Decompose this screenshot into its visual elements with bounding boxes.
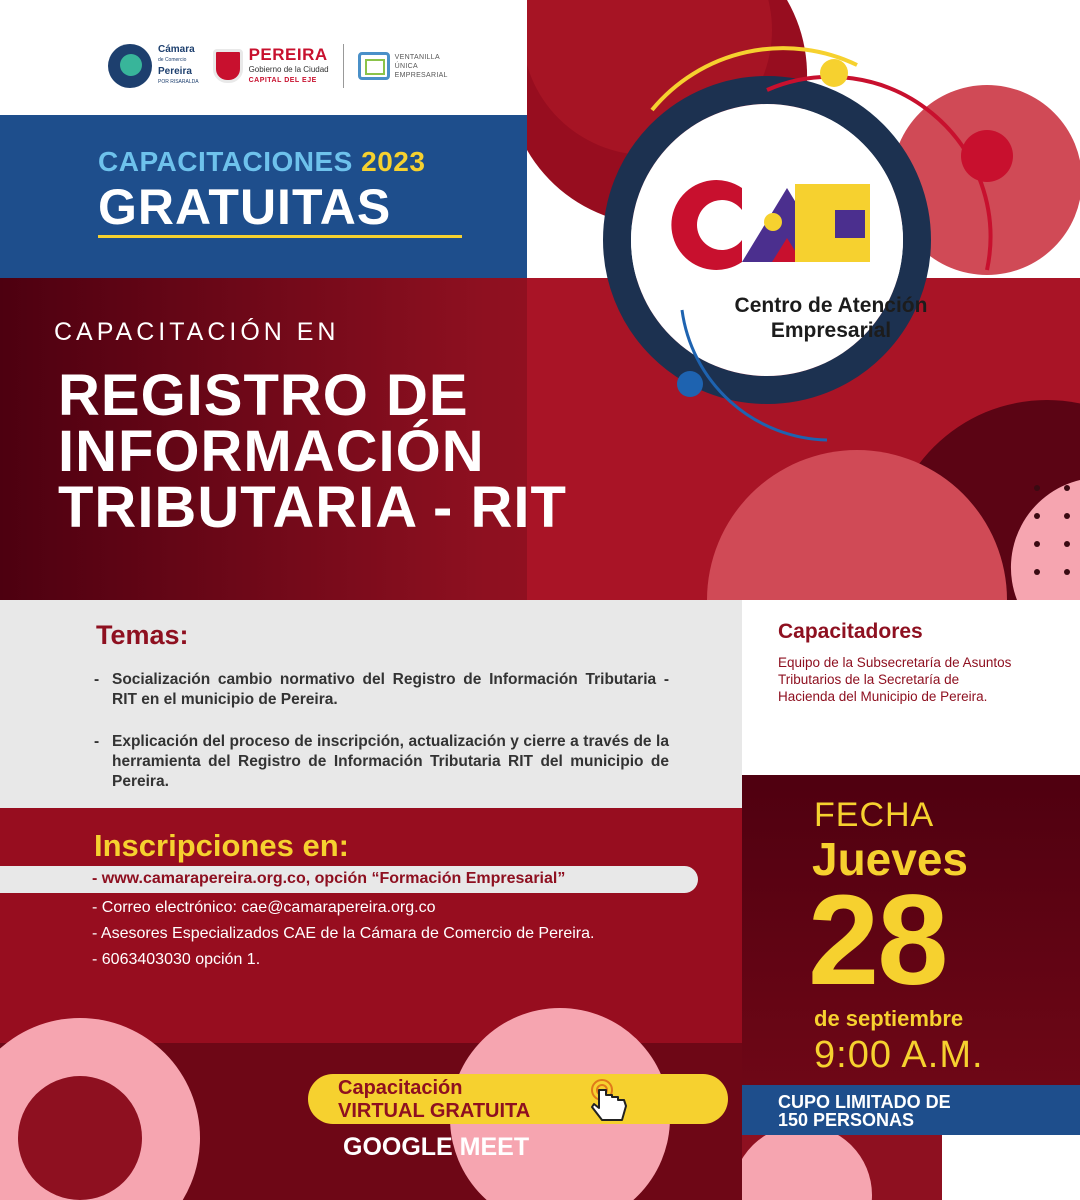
orbit-dot-red	[961, 130, 1013, 182]
hero-subtitle: CAPACITACIÓN EN	[54, 318, 340, 346]
logo-vue-line2: ÚNICA	[394, 62, 418, 70]
orbit-dot-blue	[677, 371, 703, 397]
inscriptions-phone: - 6063403030 opción 1.	[92, 951, 261, 968]
logo-vue-line1: VENTANILLA	[394, 53, 440, 61]
capacity-line1: CUPO LIMITADO DE	[778, 1092, 951, 1112]
virtual-line2: VIRTUAL GRATUITA	[338, 1100, 531, 1122]
camara-comercio-logo	[108, 44, 199, 88]
date-month: de septiembre	[814, 1006, 964, 1031]
logo-ccp-line1: Cámara	[158, 44, 195, 55]
cae-caption	[706, 293, 956, 343]
bottom-right-area	[742, 1135, 1080, 1200]
ventanilla-logo-mark	[358, 52, 390, 80]
orbit-dot-yellow	[820, 59, 848, 87]
inscriptions-advisors: - Asesores Especializados CAE de la Cámara de Comercio de Pereira.	[92, 925, 595, 942]
trainers-text: Equipo de la Subsecretaría de Asuntos Tributarios de la Secretaría de Hacienda del Municipio de Pereira.	[778, 655, 1012, 704]
trainers-title: Capacitadores	[778, 620, 923, 643]
logo-pereira-name: PEREIRA	[248, 45, 328, 64]
ventanilla-logo	[358, 52, 448, 80]
logo-pereira-sub2: CAPITAL DEL EJE	[248, 77, 317, 84]
capacity-text	[778, 1093, 951, 1129]
camara-comercio-logo-mark	[108, 44, 152, 88]
banner-underline	[98, 235, 462, 238]
date-label: FECHA	[814, 796, 935, 834]
cae-caption-line2: Empresarial	[770, 319, 892, 342]
logo-ccp-line3: Pereira	[158, 66, 192, 77]
logo-separator	[343, 44, 344, 88]
logo-ccp-line4: POR RISARALDA	[158, 79, 199, 85]
date-day-number: 28	[808, 869, 947, 1012]
topic-item: - Socialización cambio normativo del Registro de Información Tributaria - RIT en el municipio de Pereira.	[94, 671, 669, 708]
inscriptions-title: Inscripciones en:	[94, 828, 349, 863]
inscriptions-email: - Correo electrónico: cae@camarapereira.org.co	[92, 899, 436, 916]
date-time: 9:00 A.M.	[814, 1034, 984, 1076]
logo-row	[108, 38, 448, 94]
virtual-line1: Capacitación	[338, 1077, 463, 1099]
hero-title	[58, 363, 567, 540]
date-weekday: Jueves	[812, 833, 969, 885]
logo-vue-line3: EMPRESARIAL	[394, 71, 448, 79]
pointer-hand-icon	[588, 1078, 634, 1124]
topic-item: - Explicación del proceso de inscripción, actualización y cierre a través de la herramienta del Registro de Información Tributaria RIT del municipio de Pereira.	[94, 733, 669, 790]
topic-item-text: Explicación del proceso de inscripción, actualización y cierre a través de la herramienta del Registro de Información Tributaria RIT del municipio de Pereira.	[112, 733, 669, 790]
capacity-line2: 150 PERSONAS	[778, 1110, 915, 1130]
logo-pereira-sub: Gobierno de la Ciudad	[248, 65, 329, 74]
pereira-shield-icon	[213, 49, 243, 83]
logo-ccp-line2: de Comercio	[158, 57, 187, 63]
banner-year: 2023	[361, 146, 426, 177]
banner-capacitaciones: CAPACITACIONES	[98, 146, 353, 177]
pink-ring-hole	[18, 1076, 142, 1200]
hero-title-line1: REGISTRO DE	[58, 363, 469, 428]
banner-gratuitas: GRATUITAS	[98, 179, 392, 235]
banner-line1	[98, 146, 425, 178]
hero-title-line3: TRIBUTARIA - RIT	[58, 475, 567, 540]
inscriptions-website-link[interactable]: - www.camarapereira.org.co, opción “Formación Empresarial”	[92, 870, 566, 887]
topic-item-text: Socialización cambio normativo del Registro de Información Tributaria - RIT en el municipio de Pereira.	[112, 671, 669, 708]
cae-caption-line1: Centro de Atención	[734, 294, 928, 317]
topics-title: Temas:	[96, 620, 189, 650]
pereira-logo	[213, 46, 329, 86]
hero-title-line2: INFORMACIÓN	[58, 419, 485, 484]
virtual-platform: GOOGLE MEET	[343, 1133, 530, 1161]
